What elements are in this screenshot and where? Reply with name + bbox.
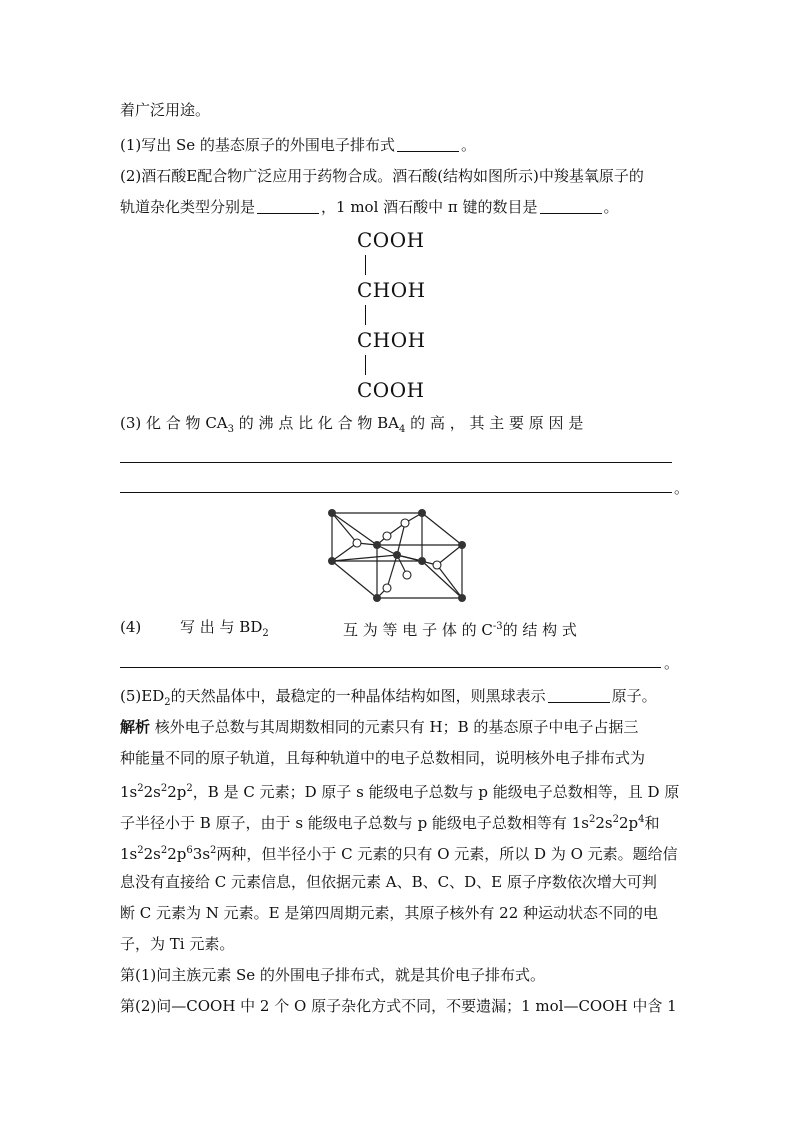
text: 种能量不同的原子轨道，且每种轨道中的电子总数相同，说明核外电子排布式为 <box>120 749 646 767</box>
question-1 <box>120 135 476 155</box>
superscript: 2 <box>137 845 144 856</box>
question-2-cont <box>120 197 619 217</box>
formula-row: CHOH <box>357 328 426 352</box>
superscript: 2 <box>160 845 168 856</box>
period: 。 <box>664 654 680 672</box>
text: (3) 化 合 物 CA <box>120 414 228 432</box>
text: 核外电子总数与其周期数相同的元素只有 H；B 的基态原子中电子占据三 <box>150 718 639 736</box>
bond-line <box>365 355 366 375</box>
answer-blank <box>548 688 610 703</box>
text: (2)酒石酸E配合物广泛应用于药物合成。酒石酸(结构如图所示)中羧基氧原子的 <box>120 167 644 185</box>
answer-blank <box>257 199 319 214</box>
text: 的 高 ， 其 主 要 原 因 是 <box>405 414 584 432</box>
text: (4) <box>120 618 142 636</box>
text: 子半径小于 B 原子，由于 s 能级电子总数与 p 能级电子总数相等有 1s <box>120 814 589 832</box>
superscript: 2 <box>137 783 144 794</box>
question-4-text <box>180 617 269 644</box>
question-4 <box>120 617 141 637</box>
text: 1s <box>120 783 138 801</box>
subscript: 2 <box>262 628 269 639</box>
text: 2p <box>167 783 187 801</box>
text: 轨道杂化类型分别是 <box>120 198 256 216</box>
text: 写 出 与 BD <box>180 618 263 636</box>
superscript: 4 <box>638 814 645 825</box>
text: 两种，但半径小于 C 元素的只有 O 元素，所以 D 为 O 元素。题给信 <box>216 845 678 863</box>
black-atoms <box>328 509 466 602</box>
superscript: 2 <box>186 783 193 794</box>
text: 2s <box>595 814 613 832</box>
answer-blank <box>540 199 602 214</box>
text: 断 C 元素为 N 元素。E 是第四周期元素，其原子核外有 22 种运动状态不同的电 <box>120 904 659 922</box>
analysis-line <box>120 748 645 768</box>
text: 的天然晶体中，最稳定的一种晶体结构如图，则黑球表示 <box>170 687 546 705</box>
analysis-line <box>120 872 657 892</box>
text: 3s <box>192 845 211 863</box>
answer-line <box>120 462 672 463</box>
analysis-line <box>120 934 234 954</box>
bond-line <box>365 305 366 325</box>
text: 2s <box>143 783 161 801</box>
question-3 <box>120 413 674 440</box>
text: ，B 是 C 元素；D 原子 s 能级电子总数与 p 能级电子总数相等，且 D 原 <box>192 783 680 801</box>
text: 2s <box>143 845 161 863</box>
analysis-line <box>120 903 658 923</box>
formula-row: CHOH <box>357 278 426 302</box>
superscript: 2 <box>612 814 619 825</box>
analysis-line <box>120 965 545 985</box>
analysis-line <box>120 810 660 833</box>
superscript: -3 <box>492 621 503 632</box>
text: 的 结 构 式 <box>502 621 577 639</box>
text: 。 <box>460 136 476 154</box>
answer-line <box>120 492 672 493</box>
superscript: 2 <box>588 814 596 825</box>
analysis-line <box>120 779 679 802</box>
text: (1)写出 Se 的基态原子的外围电子排布式 <box>120 136 395 154</box>
text: 子，为 Ti 元素。 <box>120 935 235 953</box>
text: 着广泛用途。 <box>120 101 211 119</box>
text: 原子。 <box>611 687 657 705</box>
text: ，1 mol 酒石酸中 π 键的数目是 <box>321 198 538 216</box>
crystal-structure-diagram <box>322 503 472 605</box>
answer-line <box>120 667 661 668</box>
text: 2p <box>167 845 187 863</box>
formula-row: COOH <box>357 228 425 252</box>
analysis-line <box>120 841 678 864</box>
superscript: 2 <box>210 845 217 856</box>
question-4-text2 <box>343 617 577 640</box>
text: 1s <box>120 845 138 863</box>
text: 第(1)问主族元素 Se 的外围电子排布式，就是其价电子排布式。 <box>120 966 545 984</box>
analysis-line <box>120 996 677 1016</box>
text: 和 <box>644 814 660 832</box>
text: 息没有直接给 C 元素信息，但依据元素 A、B、C、D、E 原子序数依次增大可判 <box>120 873 657 891</box>
analysis-line <box>120 717 638 737</box>
superscript: 2 <box>160 783 168 794</box>
subscript: 3 <box>227 424 235 435</box>
superscript: 6 <box>186 845 193 856</box>
subscript: 4 <box>399 424 406 435</box>
text: 互 为 等 电 子 体 的 C <box>343 621 493 639</box>
text: 2p <box>618 814 639 832</box>
text: 的 沸 点 比 化 合 物 BA <box>234 414 400 432</box>
text-line <box>120 100 210 120</box>
text: (5)ED <box>120 687 165 705</box>
question-2 <box>120 166 644 186</box>
formula-row: COOH <box>357 378 425 402</box>
analysis-label: 解析 <box>120 718 151 736</box>
period: 。 <box>674 479 690 497</box>
text: 。 <box>603 198 619 216</box>
bond-line <box>365 255 366 275</box>
subscript: 2 <box>164 697 171 708</box>
text: 第(2)问—COOH 中 2 个 O 原子杂化方式不同，不要遗漏；1 mol—COOH 中含 1 <box>120 997 677 1015</box>
question-5 <box>120 686 657 713</box>
answer-blank <box>397 137 459 152</box>
